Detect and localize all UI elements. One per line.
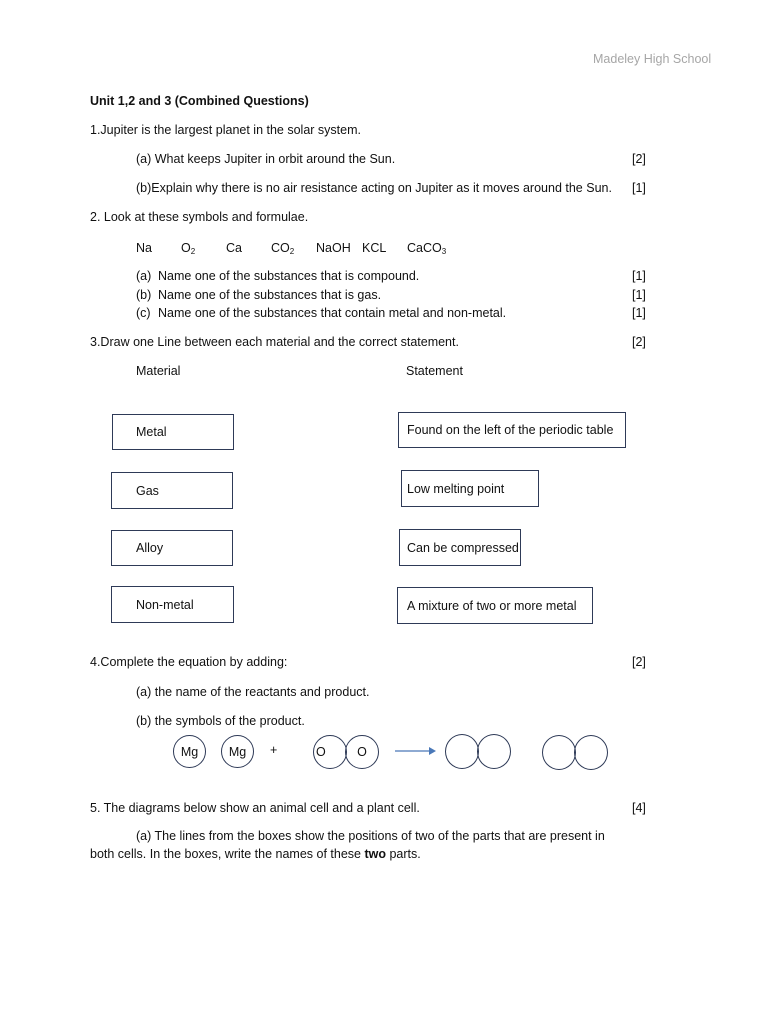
statement-box-periodic-table[interactable] (398, 412, 626, 448)
symbol-item: NaOH (316, 241, 351, 255)
q3-mark: [2] (632, 335, 646, 349)
oxygen-atom-circle: O (345, 735, 379, 769)
q2-part-c-mark: [1] (632, 306, 646, 320)
product-atom-circle[interactable] (574, 735, 608, 770)
statement-label: Found on the left of the periodic table (407, 423, 614, 437)
material-label: Metal (136, 425, 167, 439)
q2-part-a-text: Name one of the substances that is compound. (158, 269, 420, 283)
product-atom-circle[interactable] (477, 734, 511, 769)
q2-part-c-text: Name one of the substances that contain metal and non-metal. (158, 306, 507, 320)
symbol-item: CaCO$_3$ (407, 241, 447, 256)
q5-text: 5. The diagrams below show an animal cell and a plant cell. (90, 801, 420, 815)
material-box-non-metal[interactable] (111, 586, 234, 623)
q2-text: 2. Look at these symbols and formulae. (90, 210, 309, 224)
material-label: Alloy (136, 541, 164, 555)
page-title: Unit 1,2 and 3 (Combined Questions) (90, 94, 309, 108)
material-label: Non-metal (136, 597, 194, 612)
q2-part-b-text: Name one of the substances that is gas. (158, 288, 382, 302)
q4-text: 4.Complete the equation by adding: (90, 655, 288, 669)
statement-box-compressed[interactable] (399, 529, 521, 566)
material-heading: Material (136, 364, 181, 378)
statement-heading: Statement (406, 364, 463, 378)
reaction-arrow-icon (395, 745, 437, 757)
symbol-item: Ca (226, 241, 242, 255)
material-box-alloy[interactable] (111, 530, 233, 566)
q2-part-a-mark: [1] (632, 269, 646, 283)
product-atom-circle[interactable] (445, 734, 479, 769)
q2-part-b-mark: [1] (632, 288, 646, 302)
school-name: Madeley High School (593, 52, 712, 66)
material-box-metal[interactable] (112, 414, 234, 450)
statement-label: Low melting point (407, 481, 505, 496)
q1-part-b-mark: [1] (632, 181, 646, 195)
symbol-item: Na (136, 241, 152, 255)
q5-part-a-line2: both cells. In the boxes, write the names of these two parts. (90, 847, 421, 861)
q2-part-b-label: (b) (136, 288, 152, 302)
q1-part-b: (b)Explain why there is no air resistance acting on Jupiter as it moves around the Sun. (136, 181, 612, 195)
symbol-item: $O_2$ (181, 241, 196, 256)
statement-label: Can be compressed (407, 540, 519, 555)
q2-part-a-label: (a) (136, 269, 152, 283)
q1-part-a-mark: [2] (632, 152, 646, 166)
q4-part-b: (b) the symbols of the product. (136, 714, 305, 728)
oxygen-atom-circle: O (313, 735, 347, 769)
q4-part-a: (a) the name of the reactants and product. (136, 685, 370, 699)
mg-atom-circle: Mg (173, 735, 206, 768)
statement-box-mixture[interactable] (397, 587, 593, 624)
q1-text: 1.Jupiter is the largest planet in the solar system. (90, 123, 361, 137)
product-atom-circle[interactable] (542, 735, 576, 770)
symbol-item: $CO_2$ (271, 241, 295, 256)
material-box-gas[interactable] (111, 472, 233, 509)
q4-mark: [2] (632, 655, 646, 669)
plus-sign: + (270, 743, 278, 757)
statement-box-low-melting-point[interactable] (401, 470, 539, 507)
q5-mark: [4] (632, 801, 646, 815)
statement-label: A mixture of two or more metal (407, 598, 577, 613)
q1-part-a: (a) What keeps Jupiter in orbit around the Sun. (136, 152, 396, 166)
q5-part-a-line1: (a) The lines from the boxes show the positions of two of the parts that are present in (136, 829, 605, 843)
symbol-item: KCL (362, 241, 387, 255)
q3-text: 3.Draw one Line between each material and the correct statement. (90, 335, 459, 349)
q2-part-c-label: (c) (136, 306, 151, 320)
material-label: Gas (136, 483, 159, 498)
mg-atom-circle: Mg (221, 735, 254, 768)
